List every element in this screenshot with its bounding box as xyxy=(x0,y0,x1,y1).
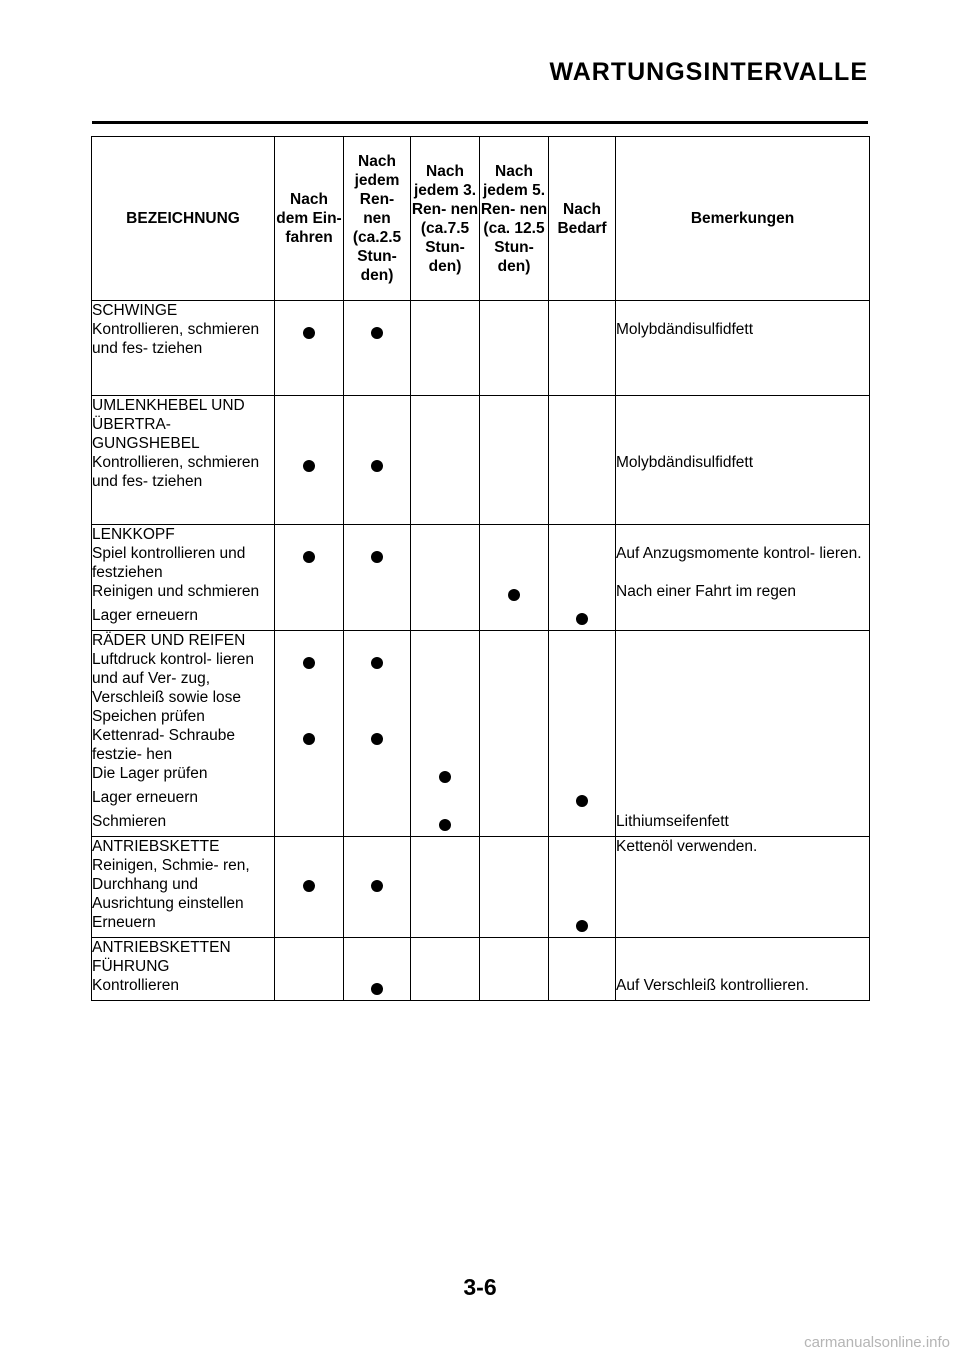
item-label: Kontrollieren xyxy=(92,976,275,1001)
remark xyxy=(616,788,870,812)
maintenance-table xyxy=(91,136,870,1001)
remark: Auf Anzugsmomente kontrol- lieren. xyxy=(616,544,870,582)
interval-marker xyxy=(303,733,315,745)
column-header: Nach jedem 5. Ren- nen (ca. 12.5 Stun- den) xyxy=(480,137,549,301)
header-rule xyxy=(92,121,868,124)
interval-marker xyxy=(576,795,588,807)
category-row xyxy=(92,395,870,453)
remark xyxy=(616,764,870,788)
interval-marker xyxy=(303,551,315,563)
column-header: BEZEICHNUNG xyxy=(92,137,275,301)
category-row xyxy=(92,837,870,857)
column-header: Nach Bedarf xyxy=(549,137,616,301)
column-header: Bemerkungen xyxy=(616,137,870,301)
table-row xyxy=(92,544,870,582)
category-label: LENKKOPF xyxy=(92,525,275,545)
item-label: Reinigen, Schmie- ren, Durchhang und Ausrichtung einstellen xyxy=(92,856,275,913)
interval-marker xyxy=(303,880,315,892)
interval-marker xyxy=(371,983,383,995)
remark xyxy=(616,856,870,913)
remark: Molybdändisulfidfett xyxy=(616,453,870,525)
item-label: Erneuern xyxy=(92,913,275,938)
interval-marker xyxy=(371,460,383,472)
category-label: ANTRIEBSKETTE xyxy=(92,837,275,857)
interval-marker xyxy=(303,460,315,472)
remark xyxy=(616,726,870,764)
remark: Auf Verschleiß kontrollieren. xyxy=(616,976,870,1001)
remark xyxy=(616,913,870,938)
remark: Nach einer Fahrt im regen xyxy=(616,582,870,606)
table-row xyxy=(92,856,870,913)
item-label: Kontrollieren, schmieren und fes- tziehen xyxy=(92,453,275,525)
interval-marker xyxy=(371,657,383,669)
table-row xyxy=(92,913,870,938)
category-label: RÄDER UND REIFEN xyxy=(92,631,275,651)
interval-marker xyxy=(576,920,588,932)
remark xyxy=(616,606,870,631)
interval-marker xyxy=(371,733,383,745)
category-row xyxy=(92,525,870,545)
item-label: Schmieren xyxy=(92,812,275,837)
remark xyxy=(616,650,870,726)
table-row xyxy=(92,976,870,1001)
column-header: Nach jedem 3. Ren- nen (ca.7.5 Stun- den) xyxy=(411,137,480,301)
table-row xyxy=(92,320,870,395)
interval-marker xyxy=(439,819,451,831)
item-label: Kontrollieren, schmieren und fes- tziehen xyxy=(92,320,275,395)
interval-marker xyxy=(371,880,383,892)
interval-marker xyxy=(576,613,588,625)
remark: Molybdändisulfidfett xyxy=(616,320,870,395)
watermark: carmanualsonline.info xyxy=(804,1334,950,1351)
table-row xyxy=(92,606,870,631)
category-row xyxy=(92,938,870,977)
table-row xyxy=(92,582,870,606)
interval-marker xyxy=(371,551,383,563)
interval-marker xyxy=(303,327,315,339)
category-label: UMLENKHEBEL UND ÜBERTRA- GUNGSHEBEL xyxy=(92,395,275,453)
table-row xyxy=(92,453,870,525)
table-header-row xyxy=(92,137,870,301)
category-row xyxy=(92,631,870,651)
page-title: WARTUNGSINTERVALLE xyxy=(549,58,868,86)
interval-marker xyxy=(371,327,383,339)
category-label: ANTRIEBSKETTEN FÜHRUNG xyxy=(92,938,275,977)
interval-marker xyxy=(508,589,520,601)
table-row xyxy=(92,812,870,837)
item-label: Kettenrad- Schraube festzie- hen xyxy=(92,726,275,764)
category-label: SCHWINGE xyxy=(92,301,275,321)
item-label: Die Lager prüfen xyxy=(92,764,275,788)
table-row xyxy=(92,764,870,788)
category-row xyxy=(92,301,870,321)
item-label: Luftdruck kontrol- lieren und auf Ver- zug, Verschleiß sowie lose Speichen prüfen xyxy=(92,650,275,726)
column-header: Nach dem Ein- fahren xyxy=(275,137,344,301)
item-label: Reinigen und schmieren xyxy=(92,582,275,606)
page-number: 3-6 xyxy=(463,1274,497,1300)
table-row xyxy=(92,726,870,764)
remark: Kettenöl verwenden. xyxy=(616,837,870,857)
interval-marker xyxy=(303,657,315,669)
table-row xyxy=(92,788,870,812)
interval-marker xyxy=(439,771,451,783)
remark: Lithiumseifenfett xyxy=(616,812,870,837)
item-label: Spiel kontrollieren und festziehen xyxy=(92,544,275,582)
table-row xyxy=(92,650,870,726)
column-header: Nach jedem Ren- nen (ca.2.5 Stun- den) xyxy=(344,137,411,301)
item-label: Lager erneuern xyxy=(92,606,275,631)
item-label: Lager erneuern xyxy=(92,788,275,812)
